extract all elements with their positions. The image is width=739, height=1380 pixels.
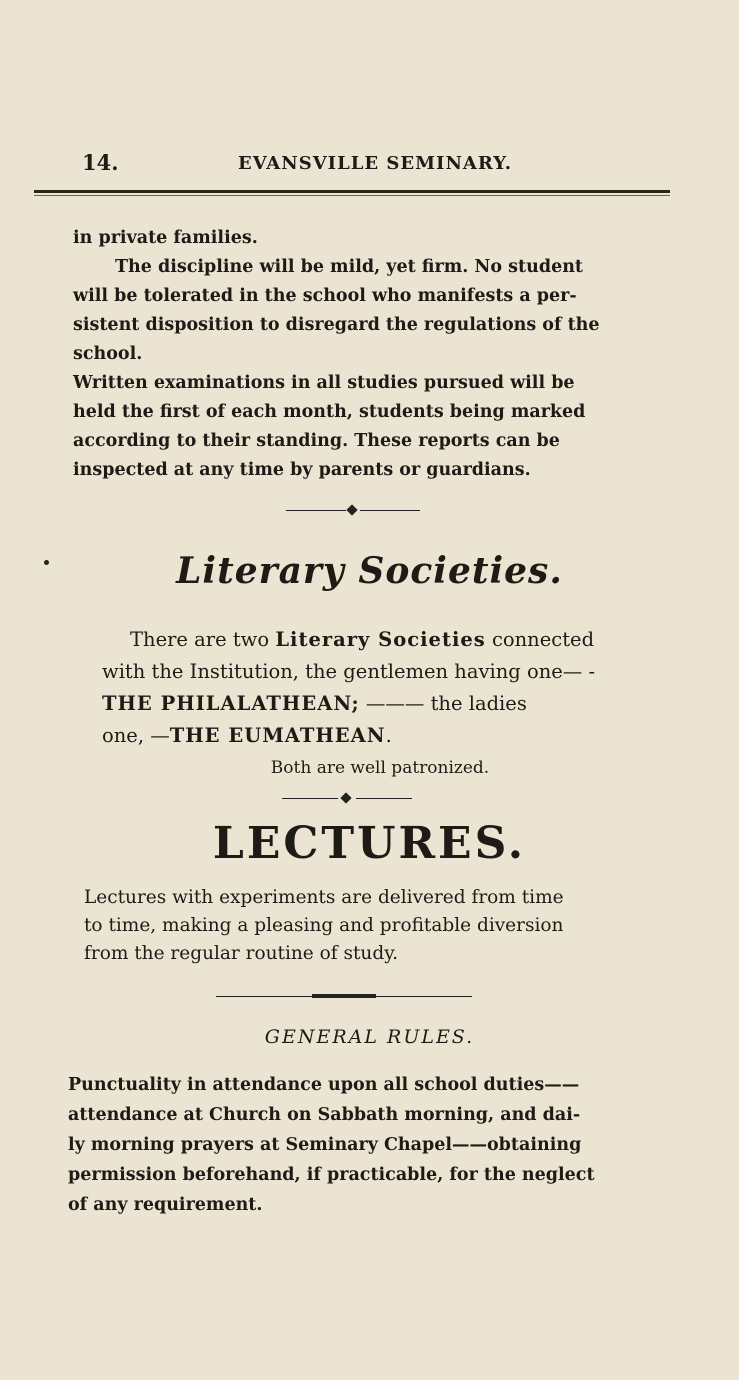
section-ornament [286,502,420,518]
running-title: EVANSVILLE SEMINARY. [238,153,513,174]
discipline-paragraph [73,224,658,485]
text-line: THE PHILALATHEAN; ——— the ladies [102,692,527,715]
section-ornament [216,988,472,1004]
header-rule [34,190,670,193]
text-line: held the first of each month, students being marked [73,402,586,422]
text-line: sistent disposition to disregard the regulations of the [73,315,600,335]
text-line: in private families. [73,228,258,248]
text-line: Written examinations in all studies pursued will be [73,373,575,393]
lectures-paragraph [84,884,664,968]
general-rules-heading: GENERAL RULES. [264,1026,475,1048]
text-line: Both are well patronized. [270,758,490,778]
text-line: according to their standing. These reports can be [73,431,560,451]
text-line: inspected at any time by parents or guardians. [73,460,531,480]
text-line: ly morning prayers at Seminary Chapel——obtaining [68,1135,582,1155]
text-line: The discipline will be mild, yet firm. No student [115,257,584,277]
society-name: THE PHILALATHEAN; [102,692,360,715]
text-line: with the Institution, the gentlemen having one— - [102,660,596,683]
text-line: There are two Literary Societies connected [130,628,595,651]
text-line: will be tolerated in the school who manifests a per- [73,286,577,306]
society-name: THE EUMATHEAN [169,724,386,747]
text-line: to time, making a pleasing and profitable diversion [84,915,564,936]
section-ornament [282,790,412,806]
literary-paragraph [102,624,658,784]
text-line: Lectures with experiments are delivered from time [84,887,564,908]
text-line: of any requirement. [68,1195,263,1215]
literary-heading: Literary Societies. [176,550,563,592]
text-line: Punctuality in attendance upon all school duties—— [68,1075,580,1095]
text-line: attendance at Church on Sabbath morning, and dai- [68,1105,581,1125]
text-line: from the regular routine of study. [84,943,399,964]
text-line: school. [73,344,143,364]
lectures-heading: LECTURES. [212,818,527,869]
page-number: 14. [82,150,119,175]
bold-text: Literary Societies [275,628,486,651]
text-line: one, —THE EUMATHEAN. [102,724,392,747]
text-line: permission beforehand, if practicable, for the neglect [68,1165,595,1185]
header-rule-thin [34,195,670,196]
general-rules-paragraph [68,1070,658,1220]
